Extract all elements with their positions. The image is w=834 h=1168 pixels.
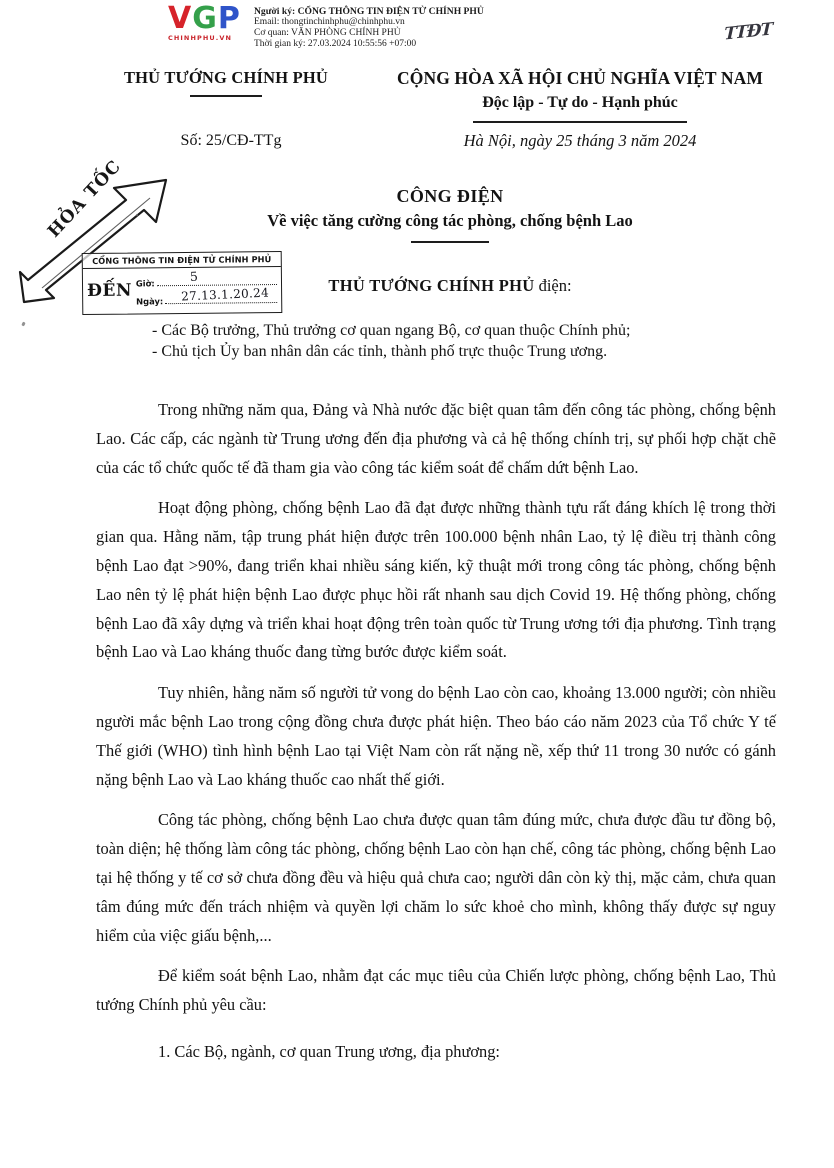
body-paragraph: Trong những năm qua, Đảng và Nhà nước đặc biệt quan tâm đến công tác phòng, chống bệnh Lao. Các cấp, các ngành từ Trung ương đến địa phương và cả hệ thống chính trị, sự phối hợp chặt chẽ của các tổ chức quốc tế đã tham gia vào công tác kiểm soát để chấm dứt bệnh Lao. xyxy=(96,400,776,477)
incoming-stamp-date-row xyxy=(135,285,278,306)
addressing-verb: điện: xyxy=(534,276,572,295)
signature-time: Thời gian ký: 27.03.2024 10:55:56 +07:00 xyxy=(254,38,417,49)
place-and-date: Hà Nội, ngày 25 tháng 3 năm 2024 xyxy=(463,131,697,150)
urgent-label: HỎA TỐC xyxy=(44,156,126,242)
authority-underline xyxy=(190,95,262,97)
incoming-time-dots xyxy=(157,268,277,286)
vgp-logo-domain: CHINHPHU.VN xyxy=(168,34,233,42)
recipient-item: - Chủ tịch Ủy ban nhân dân các tỉnh, thành phố trực thuộc Trung ương. xyxy=(152,343,608,360)
issuing-authority xyxy=(96,68,356,97)
incoming-stamp-word: ĐẾN xyxy=(86,280,133,301)
nation-name: CỘNG HÒA XÃ HỘI CHỦ NGHĨA VIỆT NAM xyxy=(397,68,763,88)
incoming-time-value: 5 xyxy=(189,268,199,284)
signature-details xyxy=(254,4,484,49)
digital-signature-block xyxy=(168,1,484,49)
recipient-item: - Các Bộ trưởng, Thủ trưởng cơ quan ngang Bộ, cơ quan thuộc Chính phủ; xyxy=(152,322,631,339)
incoming-date-dots xyxy=(165,285,277,304)
body-paragraph: Công tác phòng, chống bệnh Lao chưa được quan tâm đúng mức, chưa được đầu tư đồng bộ, toàn diện; hệ thống làm công tác phòng, chống bệnh Lao còn hạn chế, công tác phòng, chống bệnh Lao tại hệ thống y tế cơ sở chưa đồng đều và hiệu quả chưa cao; người dân còn kỳ thị, mặc cảm, chưa quan tâm đúng mức đến trách nhiệm và quyền lợi chăm lo sức khoẻ cho mình, không thấy được sự nguy hiểm của việc giấu bệnh,... xyxy=(96,810,776,945)
scan-speck xyxy=(21,322,25,327)
document-subject: Về việc tăng cường công tác phòng, chống bệnh Lao xyxy=(267,211,633,230)
addressing-authority: THỦ TƯỚNG CHÍNH PHỦ xyxy=(328,276,535,295)
signature-email: Email: thongtinchinhphu@chinhphu.vn xyxy=(254,17,405,28)
vgp-logo-letters: VGP xyxy=(168,1,241,36)
body-paragraph: Tuy nhiên, hằng năm số người tử vong do bệnh Lao còn cao, khoảng 13.000 người; còn nhiều người mắc bệnh Lao trong cộng đồng chưa được phát hiện. Theo báo cáo năm 2023 của Tổ chức Y tế Thế giới (WHO) tình hình bệnh Lao tại Việt Nam còn rất nặng nề, xếp thứ 11 trong 30 nước có gánh nặng bệnh Lao và Lao kháng thuốc cao nhất thế giới. xyxy=(96,683,776,789)
title-underline xyxy=(411,241,489,243)
issuing-authority-label: THỦ TƯỚNG CHÍNH PHỦ xyxy=(123,68,329,87)
incoming-stamp-body xyxy=(83,267,281,314)
body-paragraph: Để kiểm soát bệnh Lao, nhằm đạt các mục tiêu của Chiến lược phòng, chống bệnh Lao, Thủ tướng Chính phủ yêu cầu: xyxy=(96,966,776,1015)
national-heading xyxy=(370,68,790,123)
incoming-time-label: Giờ: xyxy=(135,277,155,288)
numbered-item: 1. Các Bộ, ngành, cơ quan Trung ương, địa phương: xyxy=(158,1041,500,1061)
document-title-block xyxy=(150,186,750,243)
signature-signer: Người ký: CỔNG THÔNG TIN ĐIỆN TỬ CHÍNH PHỦ xyxy=(254,6,484,17)
incoming-mail-stamp xyxy=(82,251,283,315)
body-paragraph: Hoạt động phòng, chống bệnh Lao đã đạt được những thành tựu rất đáng khích lệ trong thời gian qua. Hằng năm, tập trung phát hiện được trên 100.000 bệnh nhân Lao, tỷ lệ điều trị thành công bệnh Lao đạt >90%, đang triển khai nhiều sáng kiến, kỹ thuật mới trong công tác phòng, chống bệnh Lao nên tỷ lệ phát hiện bệnh Lao được phục hồi rất nhanh sau dịch Covid 19. Hệ thống phòng, chống bệnh Lao đã xây dựng và triển khai hoạt động trên toàn quốc từ Trung ương tới địa phương. Tình trạng bệnh Lao và Lao kháng thuốc đang từng bước được kiểm soát. xyxy=(96,498,776,662)
motto-underline xyxy=(473,121,687,123)
incoming-date-label: Ngày: xyxy=(135,295,164,306)
scan-speck xyxy=(136,214,139,217)
incoming-stamp-fields xyxy=(135,268,278,306)
document-number: Số: 25/CĐ-TTg xyxy=(180,132,282,149)
vgp-logo xyxy=(168,1,256,42)
national-motto: Độc lập - Tự do - Hạnh phúc xyxy=(482,94,678,111)
incoming-date-value: 27.13.1.20.24 xyxy=(180,285,269,304)
incoming-stamp-header: CỔNG THÔNG TIN ĐIỆN TỬ CHÍNH PHỦ xyxy=(83,252,281,269)
recipient-list xyxy=(152,320,792,362)
signature-agency: Cơ quan: VĂN PHÒNG CHÍNH PHỦ xyxy=(254,27,401,38)
document-body xyxy=(96,396,776,1079)
document-type-title: CÔNG ĐIỆN xyxy=(396,186,504,206)
handwritten-initials: TTĐT xyxy=(723,19,773,45)
